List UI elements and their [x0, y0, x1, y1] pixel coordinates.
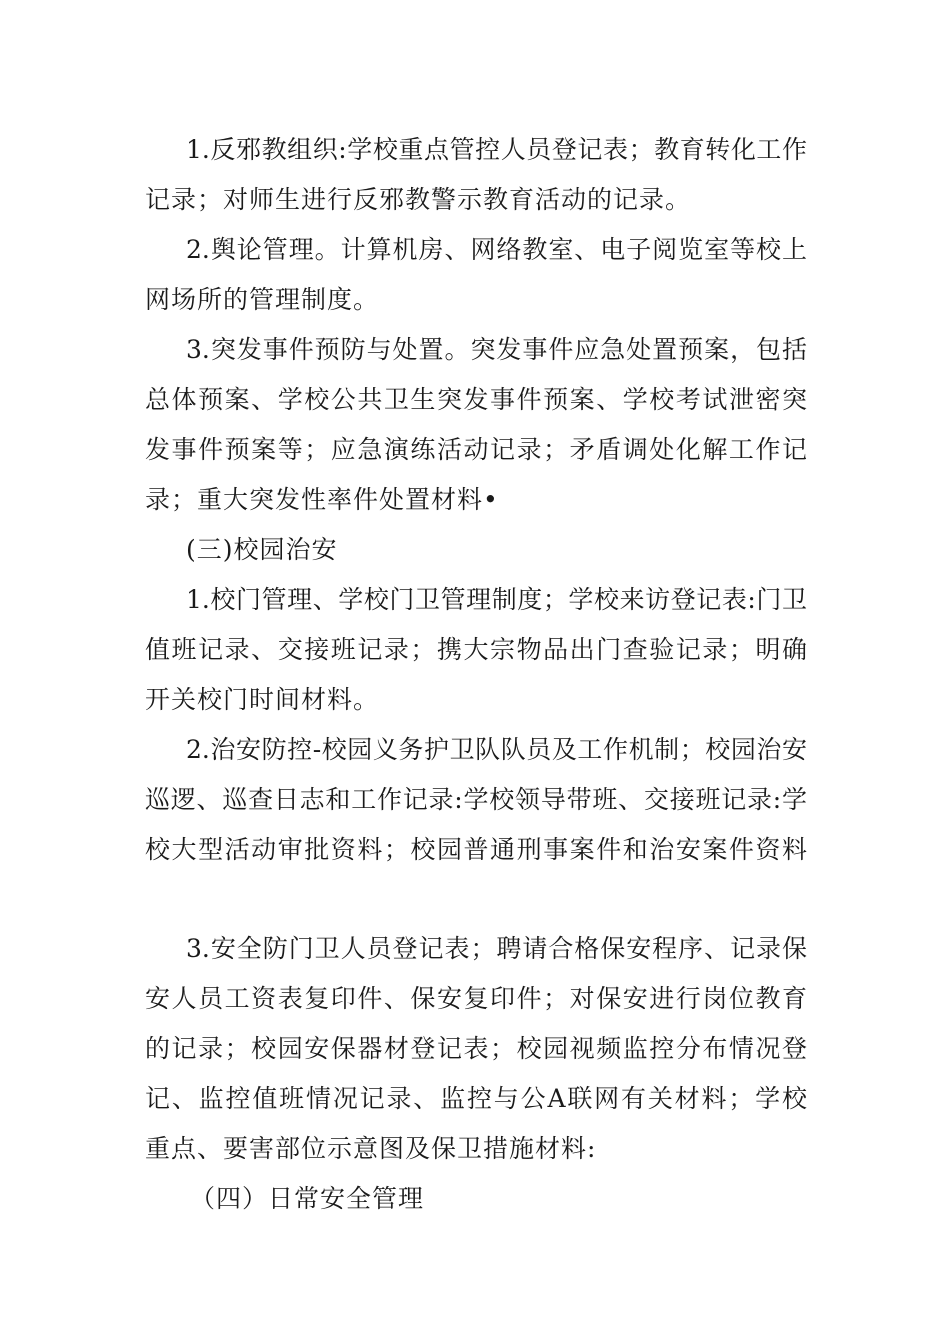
- paragraph-line: 3.突发事件预防与处置。突发事件应急处置预案，包括: [186, 335, 807, 364]
- paragraph-line: 记录；对师生进行反邪教警示教育活动的记录。: [145, 185, 692, 214]
- paragraph-line: 安人员工资表复印件、保安复印件；对保安进行岗位教育: [145, 984, 807, 1013]
- paragraph-line: 记、监控值班情况记录、监控与公A联网有关材料；学校: [145, 1084, 807, 1113]
- paragraph-line: 重点、要害部位示意图及保卫措施材料:: [145, 1134, 597, 1163]
- paragraph-line: 的记录；校园安保器材登记表；校园视频监控分布情况登: [145, 1034, 807, 1063]
- section-heading: （四）日常安全管理: [190, 1184, 425, 1213]
- paragraph-line: 总体预案、学校公共卫生突发事件预案、学校考试泄密突: [145, 385, 807, 414]
- section-heading: (三)校园治安: [186, 535, 338, 564]
- paragraph-line: 巡逻、巡查日志和工作记录:学校领导带班、交接班记录:学: [145, 785, 807, 814]
- paragraph-line: 3.安全防门卫人员登记表；聘请合格保安程序、记录保: [186, 934, 807, 963]
- paragraph-line: 开关校门时间材料。: [145, 685, 380, 714]
- paragraph-line: 录；重大突发性率件处置材料•: [145, 485, 499, 514]
- paragraph-line: 网场所的管理制度。: [145, 285, 380, 314]
- paragraph-line: 值班记录、交接班记录；携大宗物品出门查验记录；明确: [145, 635, 807, 664]
- paragraph-line: 校大型活动审批资料；校园普通刑事案件和治安案件资料: [145, 835, 807, 864]
- paragraph-line: 2.治安防控-校园义务护卫队队员及工作机制；校园治安: [186, 735, 807, 764]
- paragraph-line: 2.舆论管理。计算机房、网络教室、电子阅览室等校上: [186, 235, 807, 264]
- paragraph-line: 1.校门管理、学校门卫管理制度；学校来访登记表:门卫: [186, 585, 807, 614]
- paragraph-line: 发事件预案等；应急演练活动记录；矛盾调处化解工作记: [145, 435, 807, 464]
- paragraph-line: 1.反邪教组织:学校重点管控人员登记表；教育转化工作: [186, 135, 807, 164]
